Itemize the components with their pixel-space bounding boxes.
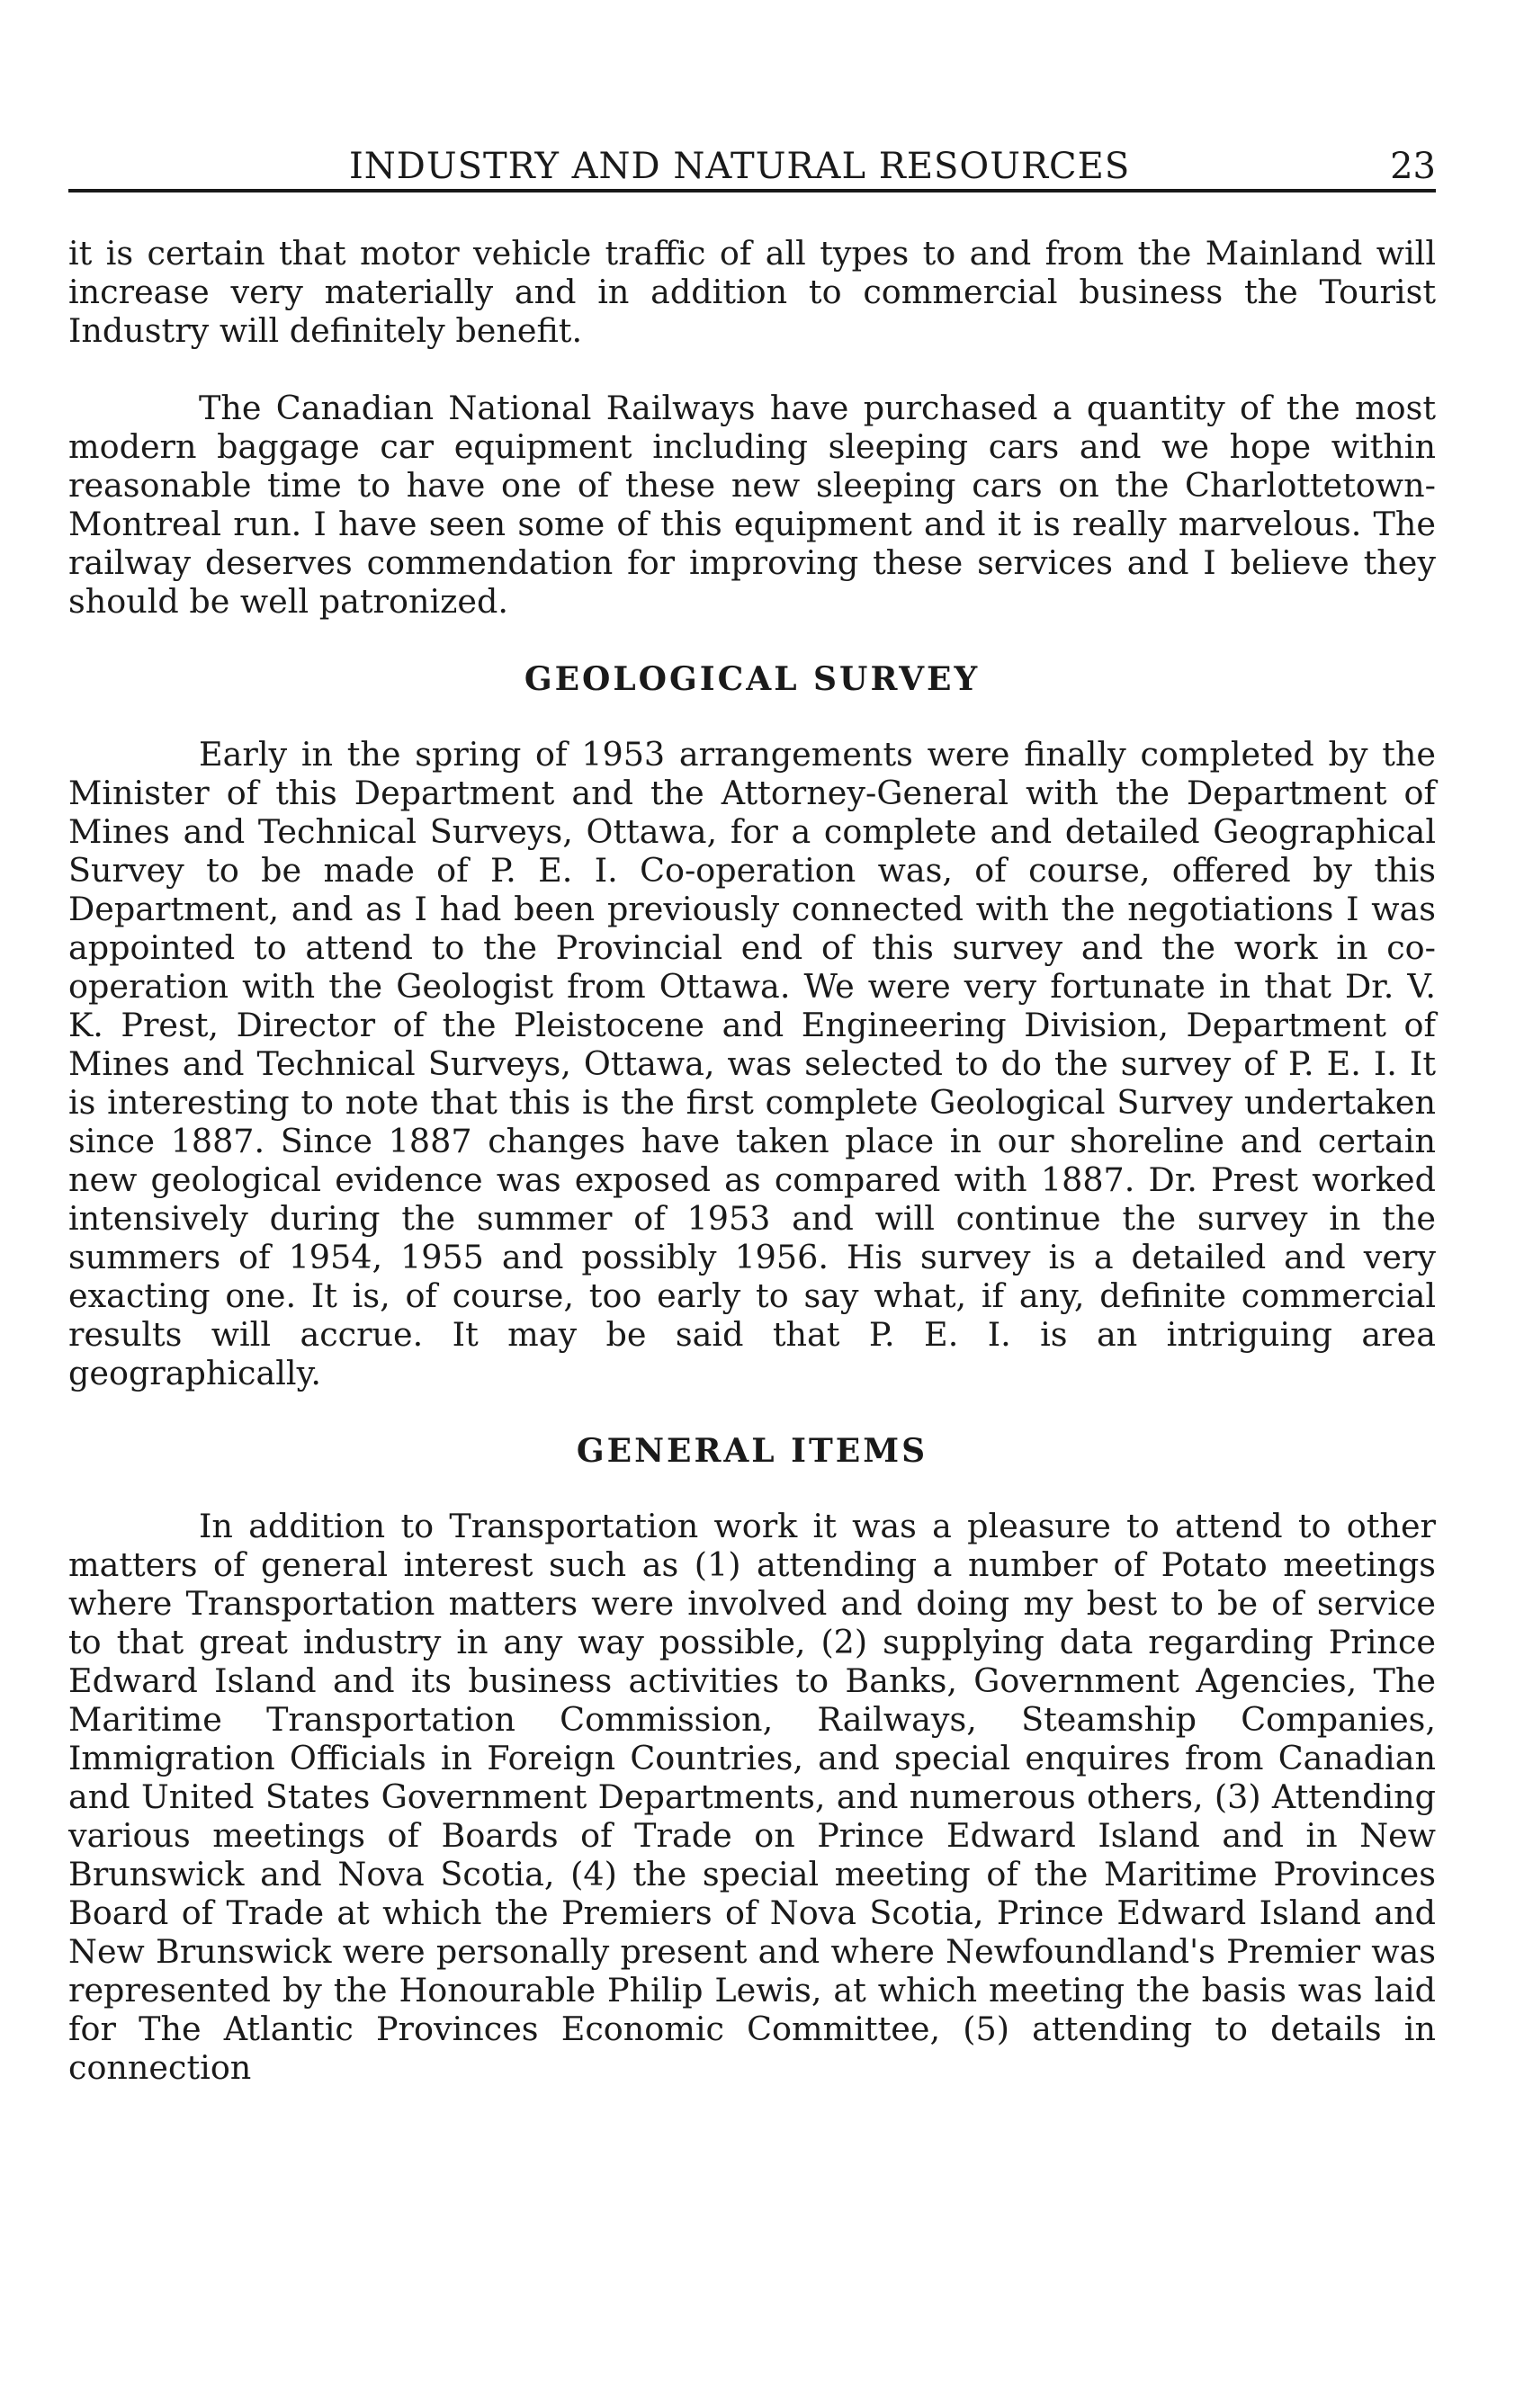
body-text xyxy=(68,234,1436,2087)
section-heading-geological-survey: GEOLOGICAL SURVEY xyxy=(524,660,981,698)
page-number: 23 xyxy=(1390,146,1436,187)
paragraph-railways: The Canadian National Railways have purchased a quantity of the most modern baggage car equipment including sleeping cars and we hope within reasonable time to have one of these new sleeping cars on the Charlottetown-Montreal run. I have seen some of this equipment and it is really marvelous. The railway deserves commendation for improving these services and I believe they should be well patronized. xyxy=(68,389,1436,621)
header-title: INDUSTRY AND NATURAL RESOURCES xyxy=(349,146,1131,187)
document-page xyxy=(68,135,1436,2087)
section-heading-general-items: GENERAL ITEMS xyxy=(576,1432,928,1470)
running-header xyxy=(68,135,1436,192)
paragraph-geological-survey: Early in the spring of 1953 arrangements were finally completed by the Minister of this Department and the Attorney-General with the Department of Mines and Technical Surveys, Ottawa, for a complete and detailed Geographical Survey to be made of P. E. I. Co-operation was, of course, offered by this Department, and as I had been previously connected with the negotiations I was appointed to attend to the Provincial end of this survey and the work in co-operation with the Geologist from Ottawa. We were very fortunate in that Dr. V. K. Prest, Director of the Pleistocene and Engineering Division, Department of Mines and Technical Surveys, Ottawa, was selected to do the survey of P. E. I. It is interesting to note that this is the first complete Geological Survey undertaken since 1887. Since 1887 changes have taken place in our shoreline and certain new geological evidence was exposed as compared with 1887. Dr. Prest worked intensively during the summer of 1953 and will continue the survey in the summers of 1954, 1955 and possibly 1956. His survey is a detailed and very exacting one. It is, of course, too early to say what, if any, definite commercial results will accrue. It may be said that P. E. I. is an intriguing area geographically. xyxy=(68,735,1436,1392)
paragraph-general-items: In addition to Transportation work it was a pleasure to attend to other matters of general interest such as (1) attending a number of Potato meetings where Transportation matters were involved and doing my best to be of service to that great industry in any way possible, (2) supplying data regarding Prince Edward Island and its business activities to Banks, Government Agencies, The Maritime Transportation Commission, Railways, Steamship Companies, Immigration Officials in Foreign Countries, and special enquires from Canadian and United States Government Departments, and numerous others, (3) Attending various meetings of Boards of Trade on Prince Edward Island and in New Brunswick and Nova Scotia, (4) the special meeting of the Maritime Provinces Board of Trade at which the Premiers of Nova Scotia, Prince Edward Island and New Brunswick were personally present and where Newfoundland's Premier was represented by the Honourable Philip Lewis, at which meeting the basis was laid for The Atlantic Provinces Economic Committee, (5) attending to details in connection xyxy=(68,1507,1436,2087)
paragraph-continuation: it is certain that motor vehicle traffic of all types to and from the Mainland will increase very materially and in addition to commercial business the Tourist Industry will definitely benefit. xyxy=(68,234,1436,350)
